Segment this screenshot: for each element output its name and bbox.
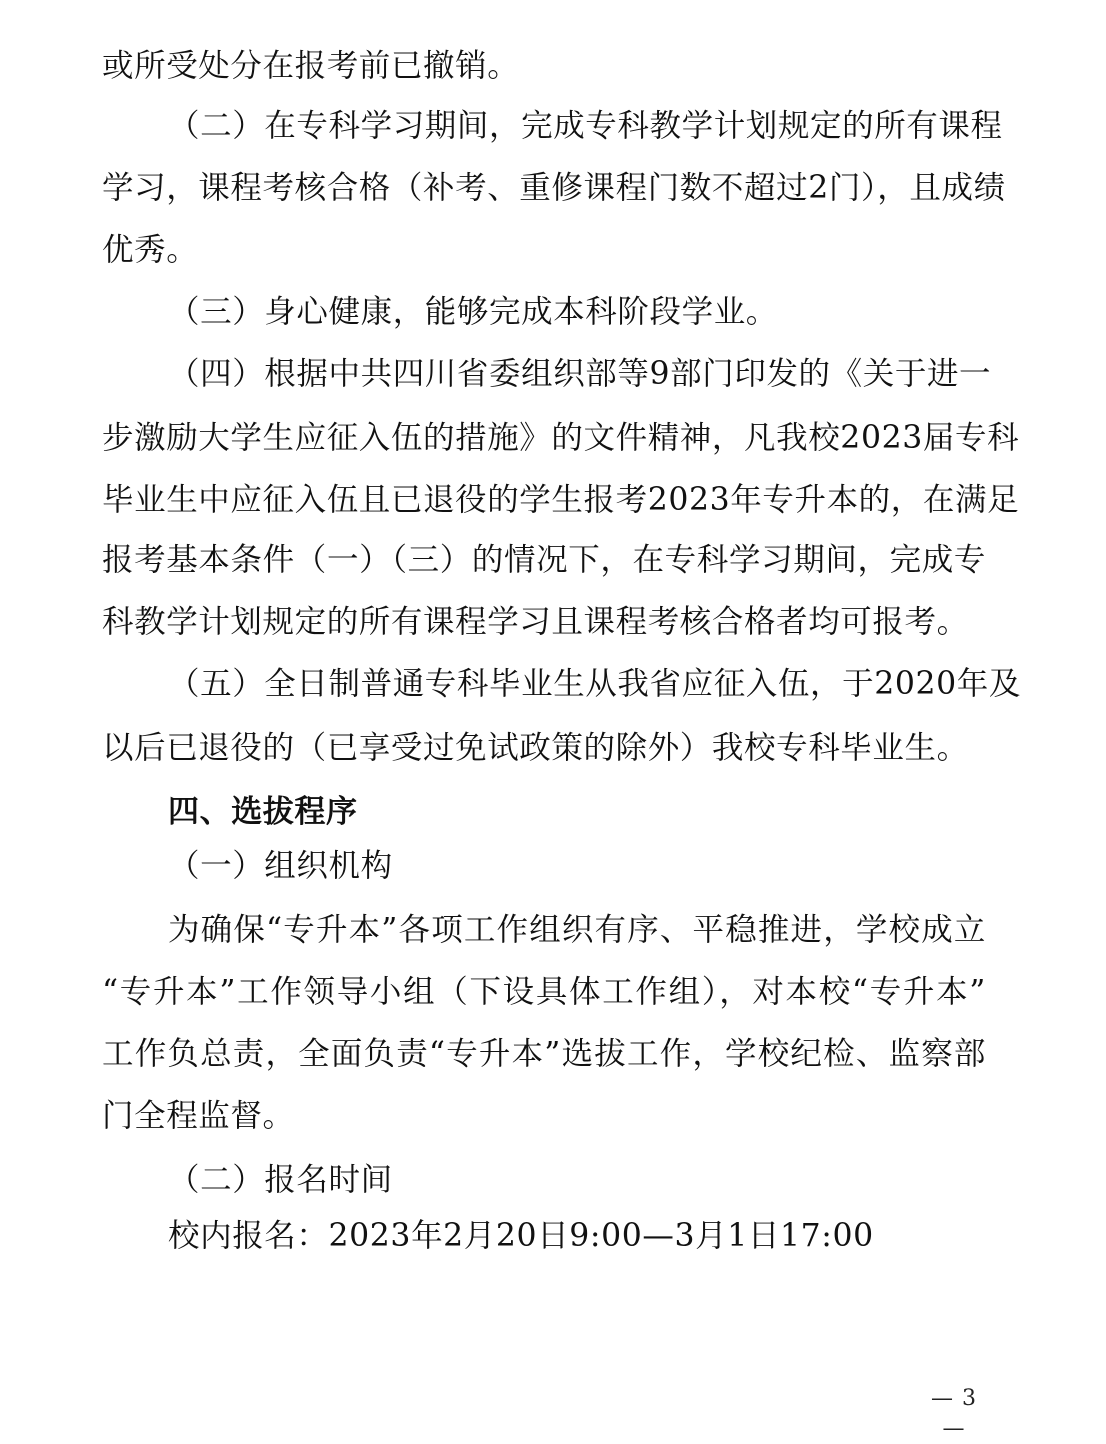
text-line: 科教学计划规定的所有课程学习且课程考核合格者均可报考。 <box>102 604 969 640</box>
text-line: （四）根据中共四川省委组织部等9部门印发的《关于进一 <box>168 356 992 392</box>
text-line: 步激励大学生应征入伍的措施》的文件精神，凡我校2023届专科 <box>102 420 1020 456</box>
text-line: 报考基本条件（一）（三）的情况下，在专科学习期间，完成专 <box>102 542 986 578</box>
subsection-heading: （二）报名时间 <box>168 1162 393 1198</box>
page-number: — 3 — <box>931 1386 977 1441</box>
text-line: （二）在专科学习期间，完成专科教学计划规定的所有课程 <box>168 108 1003 144</box>
section-heading: 四、选拔程序 <box>168 794 358 830</box>
text-line: 以后已退役的（已享受过免试政策的除外）我校专科毕业生。 <box>102 730 969 766</box>
text-line: 为确保“专升本”各项工作组织有序、平稳推进，学校成立 <box>168 912 986 948</box>
text-line: “专升本”工作领导小组（下设具体工作组），对本校“专升本” <box>102 974 986 1010</box>
text-line: 毕业生中应征入伍且已退役的学生报考2023年专升本的，在满足 <box>102 482 1020 518</box>
text-line: 优秀。 <box>102 232 199 268</box>
text-line: 学习，课程考核合格（补考、重修课程门数不超过2门），且成绩 <box>102 170 1006 206</box>
text-line: （三）身心健康，能够完成本科阶段学业。 <box>168 294 778 330</box>
text-line: 或所受处分在报考前已撤销。 <box>102 48 520 84</box>
text-line: （五）全日制普通专科毕业生从我省应征入伍，于2020年及 <box>168 666 1021 702</box>
subsection-heading: （一）组织机构 <box>168 848 393 884</box>
text-line: 校内报名：2023年2月20日9:00—3月1日17:00 <box>168 1218 874 1254</box>
text-line: 工作负总责，全面负责“专升本”选拔工作，学校纪检、监察部 <box>102 1036 986 1072</box>
text-line: 门全程监督。 <box>102 1098 295 1134</box>
